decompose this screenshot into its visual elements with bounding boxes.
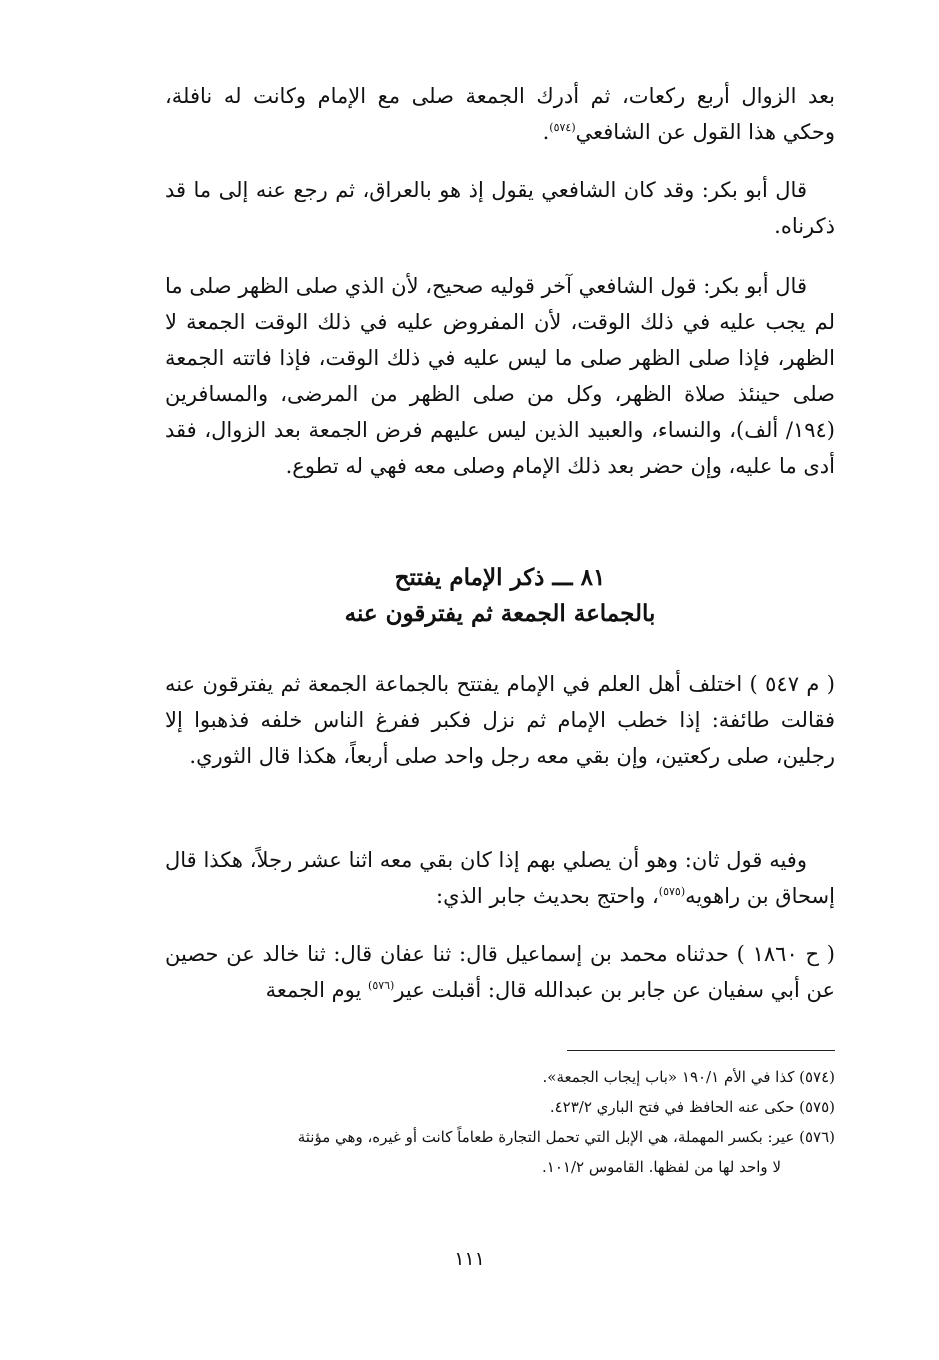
footnote-divider xyxy=(567,1050,835,1051)
paragraph-5-end: ، واحتج بحديث جابر الذي: xyxy=(436,884,659,908)
paragraph-1-end: . xyxy=(542,120,550,144)
footnotes-list xyxy=(165,1062,835,1182)
footnote-ref-576: (٥٧٦) xyxy=(368,979,395,992)
footnote-576-line-2: لا واحد لها من لفظها. القاموس ١٠١/٢. xyxy=(542,1158,781,1176)
paragraph-6-text: ( ح ١٨٦٠ ) حدثناه محمد بن إسماعيل قال: ثنا عفان قال: ثنا خالد عن حصين عن أبي سفيان عن جابر بن عبدالله قال: أقبلت عير xyxy=(165,942,835,1002)
section-heading-line-1: ٨١ ـــ ذكر الإمام يفتتح xyxy=(394,564,606,591)
paragraph-5-text: وفيه قول ثان: وهو أن يصلي بهم إذا كان بقي معه اثنا عشر رجلاً، هكذا قال إسحاق بن راهويه xyxy=(165,848,835,908)
paragraph-6 xyxy=(165,936,835,1008)
paragraph-1-text: بعد الزوال أربع ركعات، ثم أدرك الجمعة صلى مع الإمام وكانت له نافلة، وحكي هذا القول عن الشافعي xyxy=(165,84,835,144)
paragraph-1 xyxy=(165,78,835,150)
footnote-574: (٥٧٤) كذا في الأم ١٩٠/١ «باب إيجاب الجمعة». xyxy=(542,1068,835,1086)
paragraph-3: قال أبو بكر: قول الشافعي آخر قوليه صحيح، لأن الذي صلى الظهر صلى ما لم يجب عليه في ذلك الوقت، لأن المفروض عليه في ذلك الوقت الجمعة لا الظهر، فإذا صلى الظهر صلى ما ليس عليه في ذلك الوقت، فإذا فاتته الجمعة صلى حينئذ صلاة الظهر، وكل من صلى الظهر من المرضى، والمسافرين (١٩٤/ ألف)، والنساء، والعبيد الذين ليس عليهم فرض الجمعة بعد الزوال، فقد أدى ما عليه، وإن حضر بعد ذلك الإمام وصلى معه فهي له تطوع. xyxy=(165,274,835,478)
paragraph-6-end: يوم الجمعة xyxy=(265,978,369,1002)
footnote-ref-575: (٥٧٥) xyxy=(658,885,686,898)
section-heading-line-2: بالجماعة الجمعة ثم يفترقون عنه xyxy=(344,600,656,627)
footnote-ref-574: (٥٧٤) xyxy=(549,121,576,134)
paragraph-2: قال أبو بكر: وقد كان الشافعي يقول إذ هو بالعراق، ثم رجع عنه إلى ما قد ذكرناه. xyxy=(165,178,835,238)
footnote-576-line-1: (٥٧٦) عير: بكسر المهملة، هي الإبل التي تحمل التجارة طعاماً كانت أو غيره، وهي مؤنثة xyxy=(297,1128,835,1146)
footnote-576 xyxy=(165,1122,835,1182)
paragraph-4: ( م ٥٤٧ ) اختلف أهل العلم في الإمام يفتتح بالجماعة الجمعة ثم يفترقون عنه فقالت طائفة: إذا خطب الإمام ثم نزل فكبر ففرغ الناس خلفه فذهبوا إلا رجلين، صلى ركعتين، وإن بقي معه رجل واحد صلى أربعاً، هكذا قال الثوري. xyxy=(165,672,835,768)
paragraph-5 xyxy=(165,842,835,914)
footnote-575: (٥٧٥) حكى عنه الحافظ في فتح الباري ٤٢٣/٢. xyxy=(549,1098,835,1116)
page-number: ١١١ xyxy=(454,1248,485,1270)
section-heading xyxy=(165,560,835,632)
